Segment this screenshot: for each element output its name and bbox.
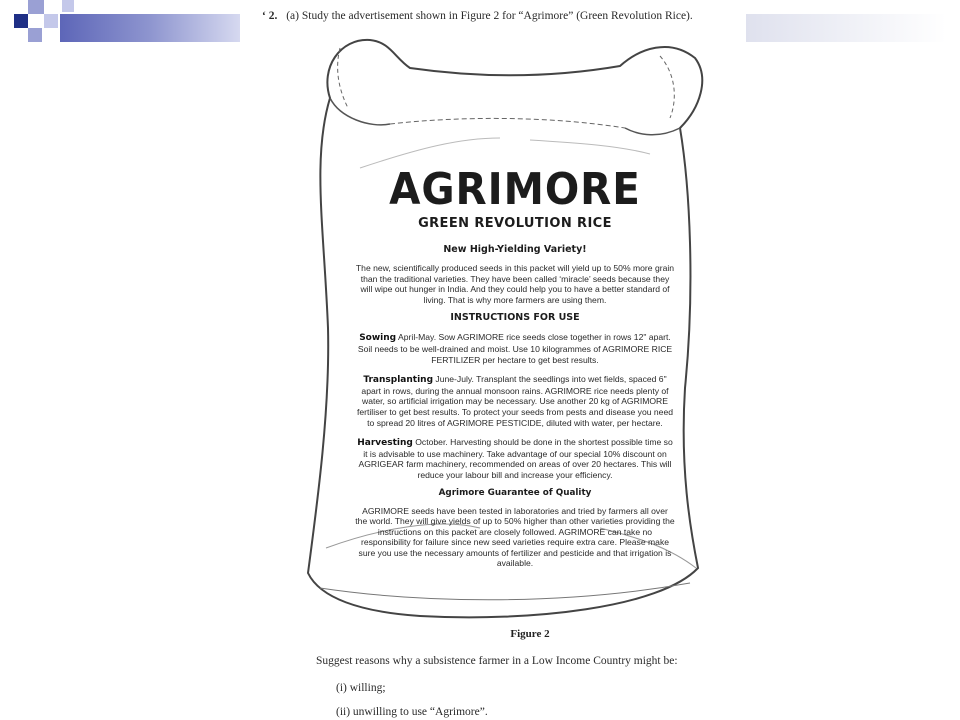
question-heading: [262, 10, 693, 22]
question-option-2: (ii) unwilling to use “Agrimore”.: [336, 706, 488, 718]
sowing-text: April-May. Sow AGRIMORE rice seeds close together in rows 12" apart. Soil needs to be well-drained and moist. Use 10 kilogrammes of AGRIMORE RICE FERTILIZER per hectare to get best results.: [357, 332, 673, 365]
guarantee-heading: Agrimore Guarantee of Quality: [438, 487, 592, 498]
decor-square-navy: [14, 14, 28, 28]
tagline: New High-Yielding Variety!: [443, 244, 587, 255]
figure-caption: Figure 2: [510, 628, 550, 640]
decor-square-lavender: [28, 28, 42, 42]
question-text: (a) Study the advertisement shown in Figure 2 for “Agrimore” (Green Revolution Rice).: [286, 10, 693, 22]
intro-paragraph: The new, scientifically produced seeds in this packet will yield up to 50% more grain than the traditional varieties. They have been called ‘miracle’ seeds because they will wipe out hunger in India. And they could help you to have a better standard of living. That is why more farmers are using them.: [355, 263, 675, 305]
decor-square-pale: [62, 0, 74, 12]
advertisement: [355, 160, 675, 569]
sowing-instruction: [355, 332, 675, 365]
brand-subtitle: GREEN REVOLUTION RICE: [418, 216, 612, 231]
question-option-1: (i) willing;: [336, 682, 386, 694]
decor-square-lavender: [28, 0, 44, 14]
harvesting-label: Harvesting: [357, 438, 413, 449]
title-bar-left: [60, 14, 240, 42]
sowing-label: Sowing: [359, 333, 397, 344]
instructions-heading: INSTRUCTIONS FOR USE: [450, 312, 580, 324]
title-bar-right: [746, 14, 946, 42]
guarantee-paragraph: AGRIMORE seeds have been tested in laboratories and tried by farmers all over the world. They will give yields of up to 50% higher than other varieties providing the instructions on this packet are closely followed. AGRIMORE can take no responsibility for failure since new seed varieties require extra care. Please make sure you use the necessary amounts of fertilizer and pesticide and that irrigation is available.: [355, 505, 675, 569]
harvesting-text: October. Harvesting should be done in the shortest possible time so it is advisable to use machinery. Take advantage of our special 10% discount on AGRIGEAR farm machinery, recommended on areas of over 20 hectares. This will reduce your labour bill and increase your efficiency.: [358, 437, 673, 480]
decor-square-pale: [44, 14, 58, 28]
harvesting-instruction: [355, 437, 675, 480]
question-number: ‘ 2.: [262, 10, 278, 22]
transplanting-instruction: [355, 374, 675, 428]
transplanting-text: June-July. Transplant the seedlings into wet fields, spaced 6" apart in rows, during the annual monsoon rains. AGRIMORE rice needs plenty of water, so artificial irrigation may be necessary. Use another 20 kg of AGRIMORE fertiliser to get best results. To protect your seeds from pests and disease you need to spread 20 litres of AGRIMORE PESTICIDE, diluted with water, per hectare.: [356, 374, 674, 428]
brand-logo: AGRIMORE: [389, 164, 641, 215]
question-prompt: Suggest reasons why a subsistence farmer in a Low Income Country might be:: [316, 655, 678, 667]
transplanting-label: Transplanting: [363, 375, 434, 386]
